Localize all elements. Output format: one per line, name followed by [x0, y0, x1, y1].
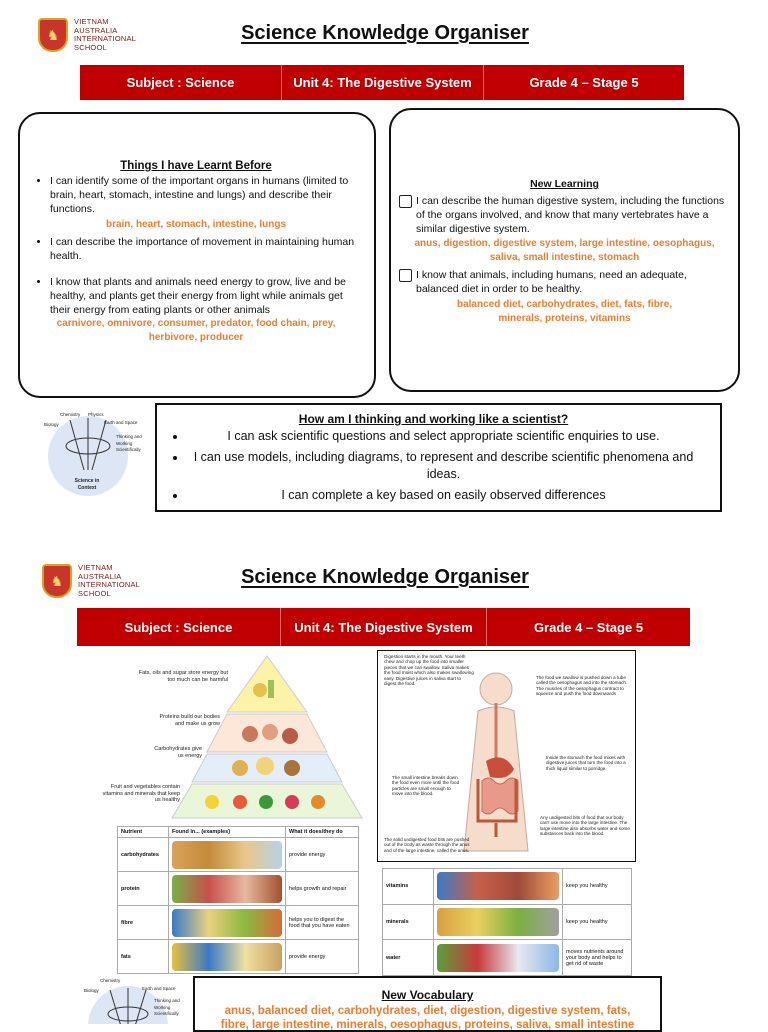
school-name: VIETNAM AUSTRALIA INTERNATIONAL SCHOOL	[78, 563, 141, 598]
new-learning-heading: New Learning	[530, 178, 599, 190]
learnt-item: • I can identify some of the important organs in humans (limited to brain, heart, stomach, intestine and lungs) and describe their functions.	[50, 174, 362, 216]
vitamins-table	[382, 868, 632, 976]
grade-cell: Grade 4 – Stage 5	[529, 75, 639, 90]
biology-label: Biology	[44, 422, 59, 427]
mouth-label: Digestion starts in the mouth. Your teeth chew and chop up the food into smaller pieces that we can swallow. Saliva makes the food moist which also makes swallowing easy. Digestive juices in saliva start to digest the food.	[384, 654, 474, 687]
new-learning-item: I can describe the human digestive system, including the functions of the organs involved, and know that many vertebrates have a similar digestive system.	[399, 194, 730, 236]
earth-label: Earth and Space	[104, 420, 138, 425]
school-name: VIETNAM AUSTRALIA INTERNATIONAL SCHOOL	[74, 17, 137, 52]
small-intestine-label: The small intestine breaks down the food even more until the food particles are small enough to move into the blood.	[392, 775, 460, 797]
chemistry-label: Chemistry	[60, 412, 81, 417]
biology-label: Biology	[84, 988, 99, 993]
food-image	[172, 909, 282, 937]
unit-cell: Unit 4: The Digestive System	[282, 65, 484, 100]
pyramid-fruit-label: Fruit and vegetables contain vitamins and minerals that keep us healthy	[102, 784, 180, 803]
context-label: Science in Context	[74, 478, 100, 491]
learnt-keywords: carnivore, omnivore, consumer, predator, food chain, prey, herbivore, producer	[56, 318, 336, 343]
food-image	[172, 943, 282, 971]
stomach-label: Inside the stomach the food mixes with digestive juices that turn the food into a thick liquid similar to porridge.	[546, 755, 626, 771]
food-pyramid	[100, 652, 365, 820]
table-row: fats provide energy	[118, 940, 359, 974]
subject-cell: Subject : Science	[80, 65, 282, 100]
thinking-label: Thinking and Working Scientifically	[116, 434, 142, 452]
food-image	[437, 944, 559, 972]
food-image	[437, 908, 559, 936]
page-title: Science Knowledge Organiser	[241, 566, 529, 588]
table-header: What it does/they do	[286, 827, 359, 838]
scientist-panel	[155, 403, 722, 512]
food-image	[172, 875, 282, 903]
new-learning-item: I know that animals, including humans, need an adequate, balanced diet in order to be healthy.	[399, 268, 730, 296]
chemistry-label: Chemistry	[100, 978, 121, 983]
earth-label: Earth and Space	[142, 986, 176, 991]
crest-icon: ♞	[42, 564, 72, 598]
table-row: carbohydrates provide energy	[118, 838, 359, 872]
scientist-heading: How am I thinking and working like a scientist?	[298, 412, 569, 426]
new-learning-keywords: anus, digestion, digestive system, large intestine, oesophagus, saliva, small intestine, stomach	[414, 238, 715, 263]
learnt-item: • I know that plants and animals need energy to grow, live and be healthy, and plants get their energy from light while animals get their energy from eating plants or other animals	[50, 275, 362, 317]
nutrient-table	[117, 826, 359, 974]
table-header: Found in... (examples)	[169, 827, 286, 838]
table-row: water moves nutrients around your body and helps to get rid of waste	[383, 940, 632, 976]
learnt-item: • I can describe the importance of movement in maintaining human health.	[50, 235, 362, 263]
table-row: vitamins keep you healthy	[383, 869, 632, 905]
new-learning-keywords: balanced diet, carbohydrates, diet, fats, fibre, minerals, proteins, vitamins	[456, 299, 673, 324]
physics-label: Physics	[88, 412, 104, 417]
thinking-label: Thinking and Working Scientifically	[154, 998, 180, 1016]
digestive-diagram	[377, 650, 636, 862]
scientist-item: • I can complete a key based on easily observed differences	[187, 487, 700, 504]
scientist-item: • I can ask scientific questions and select appropriate scientific enquiries to use.	[187, 428, 700, 445]
subject-cell: Subject : Science	[77, 608, 281, 646]
pyramid-carbs-label: Carbohydrates give us energy	[154, 746, 202, 759]
header-bar	[80, 65, 684, 100]
pyramid-fats-label: Fats, oils and sugar store energy but too much can be harmful	[138, 670, 228, 683]
scientist-item: • I can use models, including diagrams, to represent and describe scientific phenomena and ideas.	[187, 449, 700, 483]
food-image	[437, 872, 559, 900]
checkbox[interactable]	[399, 195, 412, 208]
oesophagus-label: The food we swallow is pushed down a tube called the oesophagus and into the stomach. The muscles of the oesophagus contract to squeeze and push the food downwards	[536, 675, 628, 697]
learnt-before-panel	[18, 112, 376, 398]
food-image	[172, 841, 282, 869]
table-row: fibre helps you to digest the food that you have eaten	[118, 906, 359, 940]
learnt-heading: Things I have Learnt Before	[120, 160, 272, 172]
page-title: Science Knowledge Organiser	[241, 22, 529, 44]
table-header: Nutrient	[118, 827, 169, 838]
table-row: protein helps growth and repair	[118, 872, 359, 906]
vocabulary-heading: New Vocabulary	[381, 988, 474, 1002]
table-row: minerals keep you healthy	[383, 904, 632, 940]
large-intestine-label: Any undigested bits of food that our body can't use move into the large intestine. The large intestine also absorbs water and some substances back into the blood.	[540, 815, 630, 837]
anus-label: The solid undigested food bits are pushed out of the body as waste through the anus and of the large intestine, called the anus.	[384, 837, 470, 853]
science-context-diagram	[82, 976, 192, 1024]
learnt-keywords: brain, heart, stomach, intestine, lungs	[105, 219, 287, 230]
crest-icon: ♞	[38, 18, 68, 52]
unit-cell: Unit 4: The Digestive System	[281, 608, 487, 646]
vocabulary-words: anus, balanced diet, carbohydrates, diet, digestion, digestive system, fats, fibre, large intestine, minerals, oesophagus, proteins, saliva, small intestine	[220, 1005, 635, 1031]
grade-cell: Grade 4 – Stage 5	[533, 619, 644, 635]
header-bar	[77, 608, 690, 646]
pyramid-protein-label: Proteins build our bodies and make us grow	[159, 714, 220, 727]
checkbox[interactable]	[399, 269, 412, 282]
science-context-diagram	[40, 406, 152, 498]
new-learning-panel	[389, 108, 740, 392]
